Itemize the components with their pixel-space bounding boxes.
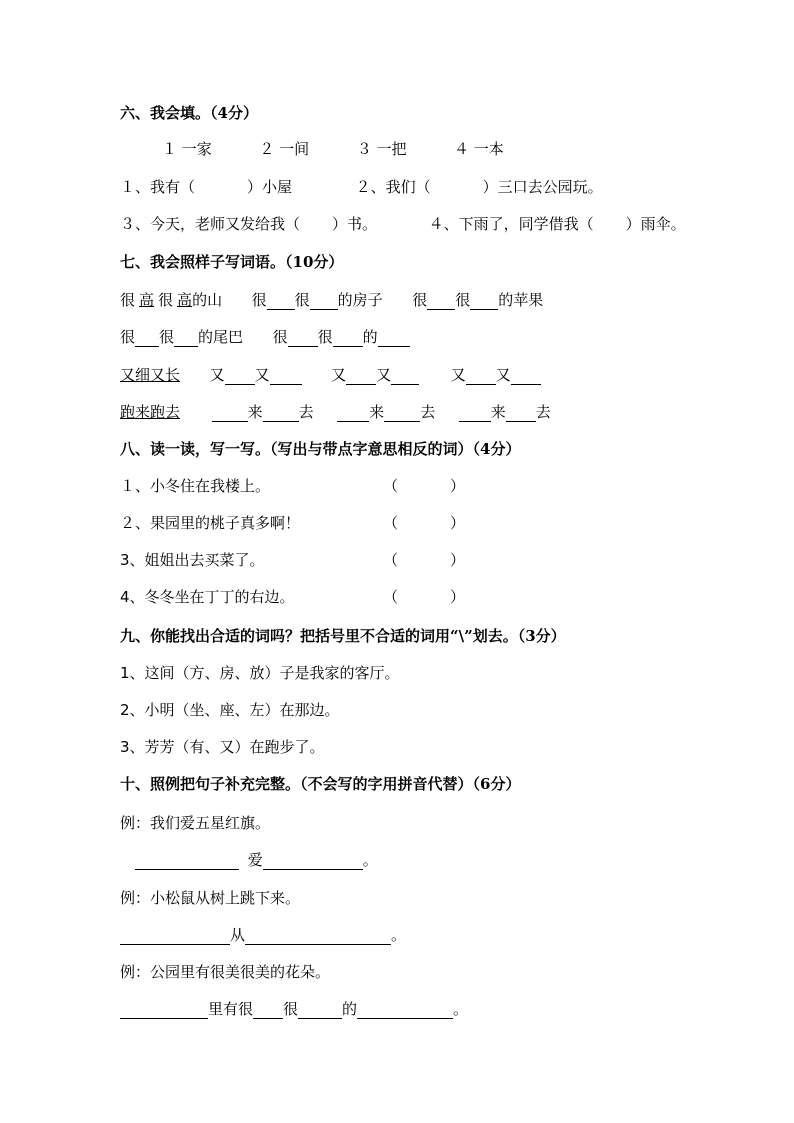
question-text: 4、冬冬坐在丁丁的右边。	[120, 588, 295, 606]
fill-blank[interactable]	[384, 405, 420, 422]
example-word: 的山	[192, 291, 223, 309]
text: 从	[230, 926, 246, 944]
text: 很	[455, 291, 471, 309]
question-text: １、小冬住在我楼上。	[120, 477, 271, 495]
fill-blank[interactable]	[333, 330, 363, 347]
fill-blank[interactable]	[378, 330, 410, 347]
fill-sentence-3	[120, 999, 468, 1019]
fill-blank[interactable]	[506, 405, 536, 422]
text: 的	[342, 1000, 358, 1018]
fill-blank[interactable]	[135, 330, 159, 347]
fill-blank[interactable]	[470, 293, 498, 310]
sec8-item-3	[120, 550, 265, 570]
fill-blank[interactable]	[310, 293, 338, 310]
fill-blank[interactable]	[337, 405, 369, 422]
sec8-item-4	[120, 587, 295, 607]
sec9-item-2: 2、小明（坐、座、左）在那边。	[120, 701, 340, 719]
q2-end: ）三口去公园玩。	[482, 178, 603, 196]
text: 。	[453, 1000, 469, 1018]
example-word: 又细又长	[120, 366, 181, 384]
q3-start: ３、今天，老师又发给我（	[120, 215, 301, 233]
section-9-title: 九、你能找出合适的词吗？把括号里不合适的词用“\”划去。（3分）	[120, 627, 566, 645]
fill-blank[interactable]	[263, 405, 299, 422]
text: 很	[294, 291, 310, 309]
text: 很	[272, 328, 288, 346]
text: 来	[490, 403, 506, 421]
text: 又	[450, 366, 466, 384]
sec6-row-1	[120, 177, 603, 197]
answer-paren[interactable]: （ ）	[383, 588, 466, 606]
fill-blank[interactable]	[120, 1002, 208, 1019]
fill-blank[interactable]	[120, 928, 230, 945]
option-3: ３ 一把	[356, 140, 407, 158]
text: 很	[283, 1000, 299, 1018]
example-2: 例：小松鼠从树上跳下来。	[120, 889, 301, 907]
fill-blank[interactable]	[270, 368, 302, 385]
fill-blank[interactable]	[174, 330, 198, 347]
fill-blank[interactable]	[298, 1002, 342, 1019]
sec7-row-4	[120, 402, 551, 422]
q1-start: １、我有（	[120, 178, 196, 196]
question-text: 3、姐姐出去买菜了。	[120, 551, 265, 569]
section-7-title: 七、我会照样子写词语。（10分）	[120, 253, 344, 271]
text: 去	[420, 403, 436, 421]
example-1: 例：我们爱五星红旗。	[120, 814, 271, 832]
text: 很	[317, 328, 333, 346]
text: 里有很	[208, 1000, 254, 1018]
option-1: １ 一家	[162, 140, 212, 158]
example-word: 高	[177, 291, 193, 309]
fill-blank[interactable]	[427, 293, 455, 310]
text: 很	[120, 328, 136, 346]
text: 的尾巴	[198, 328, 244, 346]
text: 去	[298, 403, 314, 421]
fill-blank[interactable]	[357, 1002, 453, 1019]
text: 的房子	[337, 291, 383, 309]
fill-blank[interactable]	[135, 853, 239, 870]
text: 又	[331, 366, 347, 384]
text: 来	[369, 403, 385, 421]
q4-end: ）雨伞。	[625, 215, 686, 233]
option-2: ２ 一间	[259, 140, 310, 158]
text: 又	[209, 366, 225, 384]
answer-paren[interactable]: （ ）	[383, 514, 466, 532]
section-6-title: 六、我会填。（4分）	[120, 104, 258, 122]
section-10-title: 十、照例把句子补充完整。（不会写的字用拼音代替）（6分）	[120, 775, 521, 793]
sec9-item-3: 3、芳芳（有、又）在跑步了。	[120, 738, 325, 756]
text: 的苹果	[498, 291, 544, 309]
text: 又	[495, 366, 511, 384]
sec7-row-3	[120, 365, 541, 385]
fill-blank[interactable]	[245, 928, 391, 945]
text: 又	[376, 366, 392, 384]
text: 很	[412, 291, 428, 309]
fill-blank[interactable]	[253, 1002, 283, 1019]
q1-end: ）小屋	[247, 178, 293, 196]
text: 爱	[247, 851, 263, 869]
fill-blank[interactable]	[511, 368, 541, 385]
word-options	[162, 139, 504, 159]
sec9-item-1: 1、这间（方、房、放）子是我家的客厅。	[120, 664, 400, 682]
fill-blank[interactable]	[263, 853, 363, 870]
example-word: 跑来跑去	[120, 403, 181, 421]
fill-blank[interactable]	[459, 405, 491, 422]
fill-blank[interactable]	[212, 405, 248, 422]
example-3: 例：公园里有很美很美的花朵。	[120, 963, 331, 981]
example-word: 很	[158, 291, 174, 309]
sec7-row-2	[120, 327, 410, 347]
sec6-row-2	[120, 214, 686, 234]
fill-blank[interactable]	[267, 293, 295, 310]
text: 又	[254, 366, 270, 384]
section-8-title: 八、读一读，写一写。（写出与带点字意思相反的词）（4分）	[120, 440, 521, 458]
text: 去	[535, 403, 551, 421]
fill-blank[interactable]	[391, 368, 419, 385]
text: 的	[362, 328, 378, 346]
fill-blank[interactable]	[288, 330, 318, 347]
text: 很	[159, 328, 175, 346]
answer-paren[interactable]: （ ）	[383, 551, 466, 569]
answer-paren[interactable]: （ ）	[383, 477, 466, 495]
fill-blank[interactable]	[466, 368, 496, 385]
sec8-item-1	[120, 476, 270, 496]
text: 来	[247, 403, 263, 421]
fill-sentence-1	[135, 850, 378, 870]
sec8-item-2	[120, 513, 300, 533]
q3-end: ）书。	[332, 215, 378, 233]
text: 。	[391, 926, 407, 944]
sec7-row-1	[120, 290, 543, 310]
fill-sentence-2	[120, 925, 406, 945]
q2-start: ２、我们（	[355, 178, 431, 196]
option-4: ４ 一本	[454, 140, 504, 158]
example-word: 高	[139, 291, 155, 309]
fill-blank[interactable]	[346, 368, 376, 385]
question-text: ２、果园里的桃子真多啊！	[120, 514, 301, 532]
fill-blank[interactable]	[225, 368, 255, 385]
text: 。	[362, 851, 378, 869]
text: 很	[251, 291, 267, 309]
example-word: 很	[120, 291, 136, 309]
q4-start: ４、下雨了，同学借我（	[428, 215, 594, 233]
